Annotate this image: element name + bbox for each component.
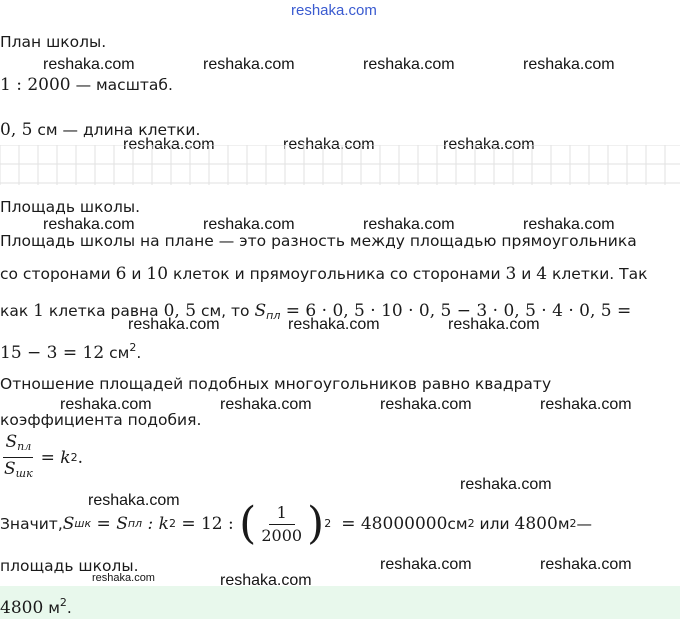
watermark: reshaka.com (220, 572, 312, 589)
watermark: reshaka.com (460, 476, 552, 493)
watermark: reshaka.com (363, 216, 455, 233)
equation: 15 − 3 = 12 (0, 343, 105, 363)
watermark: reshaka.com (128, 316, 220, 333)
grid-strip (0, 145, 680, 185)
text: клеток и прямоугольника со сторонами (168, 265, 506, 283)
number: 1 (33, 301, 44, 321)
text: клетка равна (43, 302, 164, 320)
equation: = 48000000 (341, 514, 448, 534)
conclusion-line2: площадь школы. (0, 557, 139, 575)
similarity-formula (2, 432, 83, 483)
subscript: шк (74, 517, 92, 530)
superscript: 2 (324, 517, 332, 530)
watermark: reshaka.com (448, 316, 540, 333)
fraction-numerator: 1 (269, 503, 295, 525)
p2-line2: коэффициента подобия. (0, 411, 202, 429)
superscript: 2 (59, 596, 67, 609)
cell-text: см — длина клетки. (37, 121, 201, 139)
p1-line4 (0, 338, 141, 363)
equation: = 12 : (175, 514, 240, 534)
watermark: reshaka.com (380, 556, 472, 573)
text: . (77, 447, 84, 468)
fraction-denominator: 2000 (261, 526, 303, 545)
conclusion-line (0, 500, 592, 548)
superscript: 2 (569, 517, 577, 530)
plan-heading: План школы. (0, 33, 107, 51)
number: 3 (505, 264, 517, 284)
equation: = 6 · 0, 5 · 10 · 0, 5 − 3 · 0, 5 · 4 · 0, 5 = (280, 301, 632, 321)
p2-line1: Отношение площадей подобных многоугольников равно квадрату (0, 375, 552, 393)
p1-line1: Площадь школы на плане — это разность между площадью прямоугольника (0, 232, 637, 250)
scale-text: — масштаб. (75, 76, 173, 94)
text: см, то (196, 302, 255, 320)
watermark: reshaka.com (88, 492, 180, 509)
equation: = k (40, 447, 71, 468)
watermark: reshaka.com (540, 396, 632, 413)
scale-fraction (259, 503, 304, 545)
text: как (0, 302, 34, 320)
watermark-top: reshaka.com (291, 2, 377, 19)
text: клетки. Так (547, 265, 648, 283)
right-paren: ) (307, 498, 325, 549)
watermark: reshaka.com (123, 136, 215, 153)
unit: м (557, 515, 570, 533)
p1-line2 (0, 264, 647, 284)
math-symbol: S (254, 301, 267, 321)
watermark: reshaka.com (283, 136, 375, 153)
watermark: reshaka.com (523, 216, 615, 233)
scale-line (0, 75, 173, 95)
watermark: reshaka.com (220, 396, 312, 413)
watermark: reshaka.com (380, 396, 472, 413)
answer (0, 593, 72, 618)
scale-ratio: 1 : 2000 (0, 75, 71, 95)
left-paren: ( (239, 498, 257, 549)
unit: см (104, 344, 130, 362)
superscript: 2 (129, 341, 137, 354)
watermark: reshaka.com (203, 216, 295, 233)
number: 4 (536, 264, 548, 284)
text: и (516, 265, 537, 283)
subscript: пл (266, 309, 281, 322)
unit: см (447, 515, 468, 533)
number: 4800 (514, 514, 558, 534)
text: — (576, 515, 593, 533)
number: 10 (146, 264, 169, 284)
superscript: 2 (467, 517, 475, 530)
text: или (474, 515, 515, 533)
text: Значит, (0, 515, 63, 533)
answer-value: 4800 (0, 598, 44, 618)
subscript: пл (127, 517, 143, 530)
math-symbol: S (4, 459, 16, 479)
watermark-small: reshaka.com (92, 572, 155, 584)
watermark: reshaka.com (288, 316, 380, 333)
p1-line3 (0, 301, 631, 326)
watermark: reshaka.com (523, 56, 615, 73)
cell-line (0, 120, 200, 140)
text: со сторонами (0, 265, 116, 283)
math-symbol: S (116, 514, 128, 534)
math-symbol: S (62, 514, 75, 534)
watermark: reshaka.com (443, 136, 535, 153)
number: 0, 5 (163, 301, 197, 321)
unit: м (43, 599, 60, 617)
watermark: reshaka.com (203, 56, 295, 73)
text: . (136, 344, 142, 362)
watermark: reshaka.com (363, 56, 455, 73)
area-heading: Площадь школы. (0, 198, 141, 216)
watermark: reshaka.com (43, 56, 135, 73)
area-ratio-fraction (2, 432, 35, 483)
superscript: 2 (168, 517, 176, 530)
subscript: пл (17, 440, 32, 453)
text: . (66, 599, 72, 617)
watermark: reshaka.com (43, 216, 135, 233)
watermark: reshaka.com (60, 396, 152, 413)
text: и (126, 265, 147, 283)
equation: = (91, 514, 117, 534)
equation: : k (142, 514, 169, 534)
number: 6 (115, 264, 127, 284)
watermark: reshaka.com (540, 556, 632, 573)
superscript: 2 (70, 451, 78, 464)
answer-band (0, 586, 680, 619)
math-symbol: S (5, 432, 18, 452)
subscript: шк (15, 467, 33, 480)
cell-value: 0, 5 (0, 120, 33, 140)
